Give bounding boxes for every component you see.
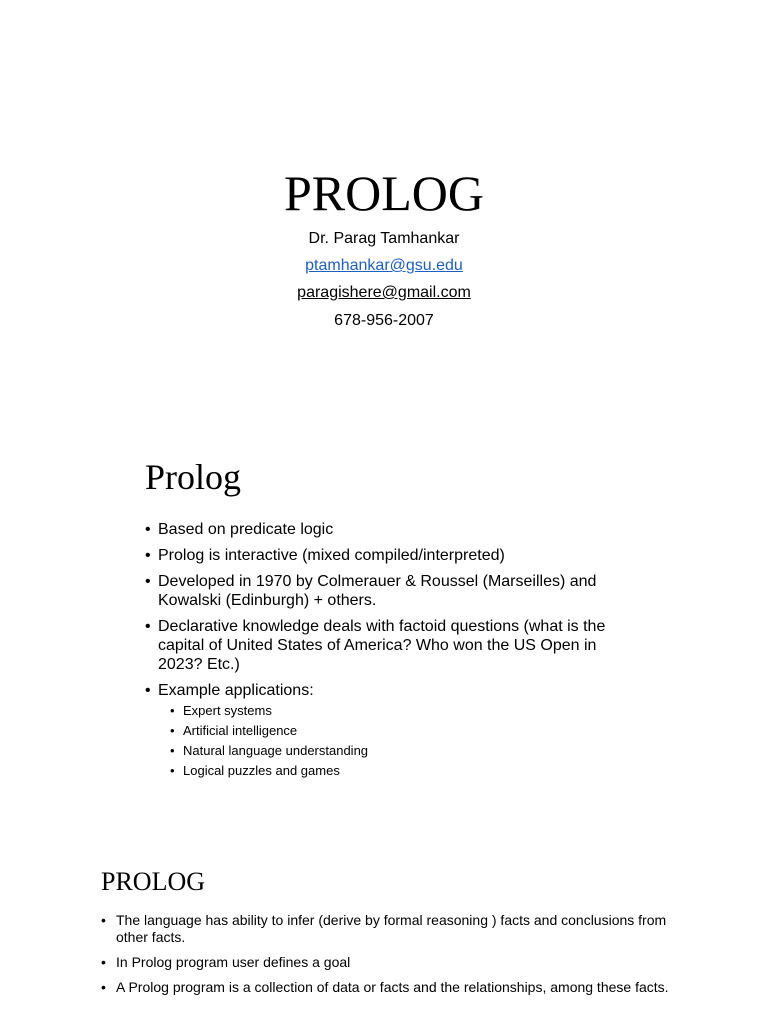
primary-email-link[interactable]: ptamhankar@gsu.edu bbox=[305, 257, 463, 274]
sub-list-item-text: Artificial intelligence bbox=[183, 723, 298, 738]
bullet-icon: • bbox=[170, 723, 175, 738]
list-item bbox=[145, 572, 635, 610]
secondary-email-text: paragishere@gmail.com bbox=[297, 284, 471, 301]
list-item bbox=[145, 617, 635, 674]
sub-list-item-text: Expert systems bbox=[183, 703, 272, 718]
list-item-text: Based on predicate logic bbox=[158, 521, 334, 538]
list-item-text: Declarative knowledge deals with factoid questions (what is the capital of United States of America? Who won the US Open in 2023? Etc.) bbox=[158, 618, 606, 673]
sub-list-item-text: Natural language understanding bbox=[183, 743, 369, 758]
bullet-icon: • bbox=[101, 979, 106, 995]
list-item bbox=[145, 546, 635, 565]
slide-prolog-overview bbox=[0, 440, 768, 820]
list-item-text: Developed in 1970 by Colmerauer & Roussel (Marseilles) and Kowalski (Edinburgh) + others. bbox=[158, 573, 597, 609]
slide-title: Prolog bbox=[145, 457, 242, 497]
list-item-text: In Prolog program user defines a goal bbox=[116, 954, 351, 970]
list-item bbox=[101, 979, 671, 996]
bullet-icon: • bbox=[145, 521, 151, 538]
bullet-icon: • bbox=[101, 912, 106, 928]
secondary-email bbox=[0, 283, 768, 303]
bullet-icon: • bbox=[145, 682, 151, 699]
bullet-icon: • bbox=[145, 547, 151, 564]
list-item bbox=[101, 912, 671, 946]
sub-list-item-text: Logical puzzles and games bbox=[183, 763, 340, 778]
list-item-text: A Prolog program is a collection of data or facts and the relationships, among these facts. bbox=[116, 979, 669, 995]
slide-title: PROLOG bbox=[101, 867, 206, 896]
sub-list-item bbox=[170, 723, 635, 739]
author-name: Dr. Parag Tamhankar bbox=[308, 230, 460, 247]
sub-list-item bbox=[170, 743, 635, 759]
title-slide bbox=[0, 0, 768, 420]
bullet-icon: • bbox=[145, 573, 151, 590]
bullet-icon: • bbox=[170, 763, 175, 778]
bullet-list bbox=[145, 520, 635, 786]
bullet-icon: • bbox=[170, 703, 175, 718]
phone-number: 678-956-2007 bbox=[334, 312, 434, 329]
list-item bbox=[145, 681, 635, 779]
list-item-text: The language has ability to infer (derive by formal reasoning ) facts and conclusions from other facts. bbox=[116, 912, 667, 945]
bullet-icon: • bbox=[170, 743, 175, 758]
primary-email bbox=[0, 256, 768, 276]
sub-list-item bbox=[170, 763, 635, 779]
bullet-icon: • bbox=[145, 618, 151, 635]
list-item-text: Prolog is interactive (mixed compiled/interpreted) bbox=[158, 547, 505, 564]
list-item-text: Example applications: bbox=[158, 682, 314, 699]
list-item bbox=[145, 520, 635, 539]
list-item bbox=[101, 954, 671, 971]
sub-list-item bbox=[170, 703, 635, 719]
bullet-icon: • bbox=[101, 954, 106, 970]
sub-bullet-list bbox=[170, 703, 635, 779]
slide-prolog-details bbox=[0, 860, 768, 1024]
bullet-list bbox=[101, 912, 671, 1004]
page-title: PROLOG bbox=[283, 165, 485, 221]
